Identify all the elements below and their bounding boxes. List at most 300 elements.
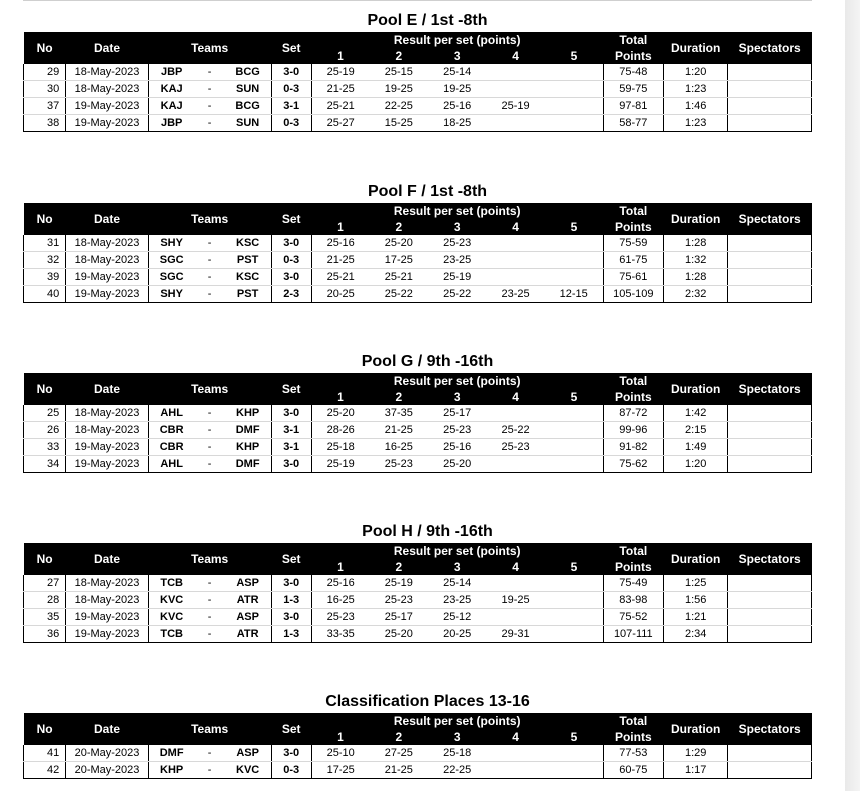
header-set-1: 1: [311, 219, 369, 235]
set-1-score: 25-20: [311, 405, 369, 422]
set-2-score: 25-19: [370, 575, 428, 592]
set-5-score: [545, 762, 603, 779]
section-title: Pool H / 9th -16th: [362, 523, 493, 540]
header-date: Date: [66, 203, 149, 235]
set-4-score: [486, 575, 544, 592]
section-title: Pool E / 1st -8th: [367, 12, 488, 29]
table-row: [24, 745, 812, 762]
header-set-1: 1: [311, 729, 369, 745]
set-3-score: 25-17: [428, 405, 486, 422]
match-duration: 1:28: [664, 235, 728, 252]
team-separator: -: [195, 405, 225, 422]
set-1-score: 17-25: [311, 762, 369, 779]
header-result-per-set: Result per set (points): [311, 373, 603, 389]
match-duration: 1:56: [664, 592, 728, 609]
match-number: 32: [24, 252, 66, 269]
match-date: 19-May-2023: [66, 626, 149, 643]
set-1-score: 25-18: [311, 439, 369, 456]
away-team: KSC: [225, 235, 271, 252]
away-team: BCG: [225, 98, 271, 115]
set-4-score: [486, 745, 544, 762]
set-1-score: 25-19: [311, 64, 369, 81]
set-2-score: 37-35: [370, 405, 428, 422]
away-team: SUN: [225, 81, 271, 98]
header-duration: Duration: [664, 543, 728, 575]
table-row: [24, 439, 812, 456]
page-edge: [845, 0, 860, 791]
set-4-score: [486, 456, 544, 473]
header-set-4: 4: [486, 219, 544, 235]
set-3-score: 25-14: [428, 575, 486, 592]
section-title: Pool G / 9th -16th: [361, 353, 494, 370]
header-duration: Duration: [664, 713, 728, 745]
spectators-count: [728, 422, 812, 439]
table-header: [24, 373, 812, 405]
header-set: Set: [271, 713, 311, 745]
results-section: [23, 691, 812, 779]
home-team: JBP: [148, 115, 194, 132]
match-duration: 1:29: [664, 745, 728, 762]
spectators-count: [728, 745, 812, 762]
match-duration: 1:32: [664, 252, 728, 269]
home-team: AHL: [148, 405, 194, 422]
table-row: [24, 762, 812, 779]
team-separator: -: [195, 439, 225, 456]
home-team: TCB: [148, 626, 194, 643]
table-row: [24, 592, 812, 609]
set-1-score: 25-19: [311, 456, 369, 473]
table-row: [24, 575, 812, 592]
set-1-score: 25-27: [311, 115, 369, 132]
results-table: [23, 32, 812, 132]
section-title: Pool F / 1st -8th: [367, 183, 488, 200]
results-table: [23, 543, 812, 643]
set-2-score: 16-25: [370, 439, 428, 456]
match-number: 35: [24, 609, 66, 626]
table-row: [24, 405, 812, 422]
header-set-2: 2: [370, 389, 428, 405]
header-date: Date: [66, 32, 149, 64]
team-separator: -: [195, 115, 225, 132]
set-4-score: 29-31: [486, 626, 544, 643]
set-5-score: [545, 575, 603, 592]
set-3-score: 25-16: [428, 98, 486, 115]
set-3-score: 25-12: [428, 609, 486, 626]
total-points: 91-82: [603, 439, 663, 456]
match-duration: 1:17: [664, 762, 728, 779]
home-team: JBP: [148, 64, 194, 81]
set-5-score: [545, 592, 603, 609]
table-row: [24, 286, 812, 303]
spectators-count: [728, 575, 812, 592]
header-date: Date: [66, 373, 149, 405]
set-4-score: 25-23: [486, 439, 544, 456]
set-2-score: 21-25: [370, 422, 428, 439]
set-result: 0-3: [271, 252, 311, 269]
header-set-3: 3: [428, 559, 486, 575]
match-number: 39: [24, 269, 66, 286]
team-separator: -: [195, 81, 225, 98]
spectators-count: [728, 64, 812, 81]
away-team: ASP: [225, 609, 271, 626]
spectators-count: [728, 81, 812, 98]
total-points: 58-77: [603, 115, 663, 132]
set-3-score: 25-23: [428, 235, 486, 252]
match-date: 18-May-2023: [66, 64, 149, 81]
results-section: [23, 181, 812, 303]
set-4-score: [486, 609, 544, 626]
header-set-5: 5: [545, 48, 603, 64]
spectators-count: [728, 252, 812, 269]
header-duration: Duration: [664, 373, 728, 405]
set-3-score: 25-19: [428, 269, 486, 286]
match-number: 37: [24, 98, 66, 115]
header-set-2: 2: [370, 559, 428, 575]
team-separator: -: [195, 575, 225, 592]
away-team: ATR: [225, 592, 271, 609]
header-teams: Teams: [148, 203, 271, 235]
total-points: 75-61: [603, 269, 663, 286]
match-date: 19-May-2023: [66, 456, 149, 473]
header-duration: Duration: [664, 203, 728, 235]
set-5-score: [545, 115, 603, 132]
table-row: [24, 252, 812, 269]
match-duration: 1:46: [664, 98, 728, 115]
set-1-score: 28-26: [311, 422, 369, 439]
team-separator: -: [195, 456, 225, 473]
set-result: 3-0: [271, 269, 311, 286]
match-duration: 1:42: [664, 405, 728, 422]
header-set-1: 1: [311, 559, 369, 575]
set-3-score: 25-23: [428, 422, 486, 439]
header-set: Set: [271, 373, 311, 405]
total-points: 59-75: [603, 81, 663, 98]
header-teams: Teams: [148, 32, 271, 64]
set-2-score: 27-25: [370, 745, 428, 762]
set-5-score: [545, 235, 603, 252]
results-table: [23, 203, 812, 303]
match-number: 41: [24, 745, 66, 762]
set-1-score: 25-21: [311, 269, 369, 286]
total-points: 105-109: [603, 286, 663, 303]
set-1-score: 25-23: [311, 609, 369, 626]
total-points: 60-75: [603, 762, 663, 779]
match-duration: 1:23: [664, 81, 728, 98]
header-result-per-set: Result per set (points): [311, 543, 603, 559]
spectators-count: [728, 762, 812, 779]
set-2-score: 15-25: [370, 115, 428, 132]
set-1-score: 20-25: [311, 286, 369, 303]
match-date: 19-May-2023: [66, 269, 149, 286]
set-2-score: 25-17: [370, 609, 428, 626]
set-4-score: 19-25: [486, 592, 544, 609]
spectators-count: [728, 626, 812, 643]
set-2-score: 25-20: [370, 235, 428, 252]
spectators-count: [728, 592, 812, 609]
header-points: Points: [603, 48, 663, 64]
header-set: Set: [271, 32, 311, 64]
header-points: Points: [603, 219, 663, 235]
set-2-score: 25-23: [370, 592, 428, 609]
set-2-score: 19-25: [370, 81, 428, 98]
match-date: 18-May-2023: [66, 235, 149, 252]
match-number: 31: [24, 235, 66, 252]
total-points: 75-49: [603, 575, 663, 592]
results-section: [23, 521, 812, 643]
match-date: 18-May-2023: [66, 592, 149, 609]
header-points: Points: [603, 389, 663, 405]
set-1-score: 16-25: [311, 592, 369, 609]
set-2-score: 25-23: [370, 456, 428, 473]
set-4-score: [486, 115, 544, 132]
home-team: KVC: [148, 609, 194, 626]
match-number: 26: [24, 422, 66, 439]
set-3-score: 19-25: [428, 81, 486, 98]
header-set: Set: [271, 203, 311, 235]
match-date: 18-May-2023: [66, 575, 149, 592]
match-duration: 1:21: [664, 609, 728, 626]
team-separator: -: [195, 98, 225, 115]
match-number: 40: [24, 286, 66, 303]
table-row: [24, 609, 812, 626]
home-team: KAJ: [148, 81, 194, 98]
match-number: 38: [24, 115, 66, 132]
header-points: Points: [603, 729, 663, 745]
header-set-4: 4: [486, 559, 544, 575]
match-duration: 2:34: [664, 626, 728, 643]
match-number: 36: [24, 626, 66, 643]
match-number: 25: [24, 405, 66, 422]
header-date: Date: [66, 713, 149, 745]
match-duration: 1:28: [664, 269, 728, 286]
team-separator: -: [195, 269, 225, 286]
set-5-score: 12-15: [545, 286, 603, 303]
match-duration: 1:49: [664, 439, 728, 456]
header-total: Total: [603, 32, 663, 48]
total-points: 87-72: [603, 405, 663, 422]
header-total: Total: [603, 713, 663, 729]
away-team: KSC: [225, 269, 271, 286]
set-4-score: [486, 235, 544, 252]
team-separator: -: [195, 762, 225, 779]
set-4-score: [486, 252, 544, 269]
set-result: 3-0: [271, 745, 311, 762]
spectators-count: [728, 609, 812, 626]
total-points: 75-59: [603, 235, 663, 252]
header-date: Date: [66, 543, 149, 575]
set-5-score: [545, 456, 603, 473]
set-result: 3-0: [271, 235, 311, 252]
away-team: PST: [225, 286, 271, 303]
table-header: [24, 203, 812, 235]
table-header: [24, 543, 812, 575]
set-4-score: 25-22: [486, 422, 544, 439]
header-set-2: 2: [370, 219, 428, 235]
table-body: [24, 745, 812, 779]
table-row: [24, 269, 812, 286]
header-no: No: [24, 373, 66, 405]
away-team: ASP: [225, 745, 271, 762]
match-date: 19-May-2023: [66, 98, 149, 115]
table-header: [24, 713, 812, 745]
spectators-count: [728, 456, 812, 473]
team-separator: -: [195, 422, 225, 439]
match-date: 19-May-2023: [66, 609, 149, 626]
table-body: [24, 405, 812, 473]
team-separator: -: [195, 64, 225, 81]
team-separator: -: [195, 235, 225, 252]
table-body: [24, 575, 812, 643]
set-result: 0-3: [271, 115, 311, 132]
team-separator: -: [195, 592, 225, 609]
header-spectators: Spectators: [728, 203, 812, 235]
table-body: [24, 235, 812, 303]
header-set-3: 3: [428, 729, 486, 745]
team-separator: -: [195, 626, 225, 643]
set-result: 3-1: [271, 439, 311, 456]
set-1-score: 25-16: [311, 575, 369, 592]
spectators-count: [728, 269, 812, 286]
home-team: CBR: [148, 422, 194, 439]
section-title: Classification Places 13-16: [325, 693, 530, 710]
header-set-1: 1: [311, 389, 369, 405]
header-no: No: [24, 32, 66, 64]
header-total: Total: [603, 203, 663, 219]
team-separator: -: [195, 252, 225, 269]
set-5-score: [545, 609, 603, 626]
away-team: KVC: [225, 762, 271, 779]
match-date: 19-May-2023: [66, 286, 149, 303]
header-set-5: 5: [545, 729, 603, 745]
set-5-score: [545, 252, 603, 269]
home-team: AHL: [148, 456, 194, 473]
total-points: 97-81: [603, 98, 663, 115]
set-2-score: 21-25: [370, 762, 428, 779]
total-points: 99-96: [603, 422, 663, 439]
set-3-score: 23-25: [428, 592, 486, 609]
away-team: KHP: [225, 439, 271, 456]
header-set-4: 4: [486, 729, 544, 745]
results-section: [23, 351, 812, 473]
spectators-count: [728, 405, 812, 422]
spectators-count: [728, 439, 812, 456]
header-set-2: 2: [370, 729, 428, 745]
set-result: 3-1: [271, 98, 311, 115]
set-1-score: 33-35: [311, 626, 369, 643]
match-number: 42: [24, 762, 66, 779]
set-5-score: [545, 98, 603, 115]
match-duration: 1:23: [664, 115, 728, 132]
set-4-score: [486, 64, 544, 81]
set-result: 0-3: [271, 762, 311, 779]
spectators-count: [728, 286, 812, 303]
set-2-score: 17-25: [370, 252, 428, 269]
set-3-score: 18-25: [428, 115, 486, 132]
header-teams: Teams: [148, 373, 271, 405]
match-date: 20-May-2023: [66, 762, 149, 779]
match-number: 29: [24, 64, 66, 81]
away-team: DMF: [225, 422, 271, 439]
match-date: 18-May-2023: [66, 422, 149, 439]
set-1-score: 21-25: [311, 252, 369, 269]
header-teams: Teams: [148, 543, 271, 575]
match-duration: 2:15: [664, 422, 728, 439]
table-row: [24, 64, 812, 81]
match-duration: 1:20: [664, 456, 728, 473]
table-row: [24, 98, 812, 115]
set-1-score: 25-10: [311, 745, 369, 762]
set-result: 3-0: [271, 609, 311, 626]
header-no: No: [24, 713, 66, 745]
header-set-3: 3: [428, 48, 486, 64]
set-2-score: 25-22: [370, 286, 428, 303]
total-points: 75-48: [603, 64, 663, 81]
home-team: SHY: [148, 286, 194, 303]
header-teams: Teams: [148, 713, 271, 745]
match-number: 30: [24, 81, 66, 98]
set-5-score: [545, 405, 603, 422]
header-spectators: Spectators: [728, 373, 812, 405]
header-set: Set: [271, 543, 311, 575]
set-5-score: [545, 64, 603, 81]
set-3-score: 25-22: [428, 286, 486, 303]
spectators-count: [728, 235, 812, 252]
match-duration: 2:32: [664, 286, 728, 303]
total-points: 83-98: [603, 592, 663, 609]
set-5-score: [545, 269, 603, 286]
table-header: [24, 32, 812, 64]
header-set-4: 4: [486, 48, 544, 64]
set-5-score: [545, 422, 603, 439]
spectators-count: [728, 98, 812, 115]
header-set-5: 5: [545, 219, 603, 235]
total-points: 75-62: [603, 456, 663, 473]
away-team: SUN: [225, 115, 271, 132]
header-spectators: Spectators: [728, 713, 812, 745]
header-result-per-set: Result per set (points): [311, 32, 603, 48]
match-duration: 1:20: [664, 64, 728, 81]
header-no: No: [24, 203, 66, 235]
results-table: [23, 373, 812, 473]
match-date: 18-May-2023: [66, 405, 149, 422]
set-3-score: 25-20: [428, 456, 486, 473]
match-number: 27: [24, 575, 66, 592]
set-2-score: 22-25: [370, 98, 428, 115]
away-team: PST: [225, 252, 271, 269]
set-4-score: [486, 81, 544, 98]
table-row: [24, 422, 812, 439]
header-spectators: Spectators: [728, 32, 812, 64]
set-result: 2-3: [271, 286, 311, 303]
away-team: BCG: [225, 64, 271, 81]
table-row: [24, 626, 812, 643]
total-points: 77-53: [603, 745, 663, 762]
away-team: ASP: [225, 575, 271, 592]
set-1-score: 21-25: [311, 81, 369, 98]
set-3-score: 23-25: [428, 252, 486, 269]
table-body: [24, 64, 812, 132]
header-total: Total: [603, 543, 663, 559]
header-duration: Duration: [664, 32, 728, 64]
table-row: [24, 81, 812, 98]
header-spectators: Spectators: [728, 543, 812, 575]
header-set-5: 5: [545, 559, 603, 575]
team-separator: -: [195, 745, 225, 762]
header-result-per-set: Result per set (points): [311, 713, 603, 729]
set-2-score: 25-21: [370, 269, 428, 286]
away-team: DMF: [225, 456, 271, 473]
home-team: SGC: [148, 252, 194, 269]
